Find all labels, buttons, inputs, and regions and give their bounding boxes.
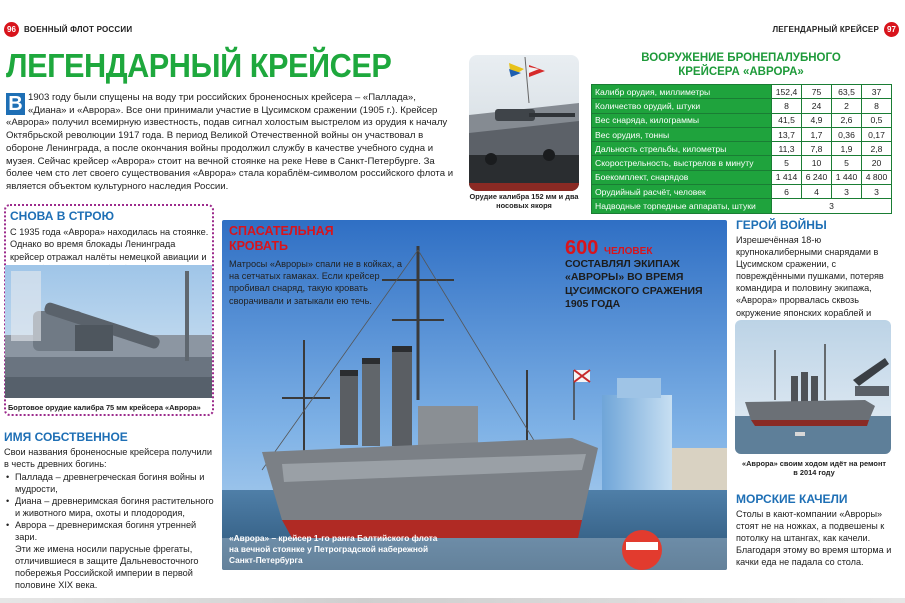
page-number-right: 97 <box>884 22 899 37</box>
footer-bar <box>0 598 905 603</box>
row-value: 37 <box>862 85 892 99</box>
hero-text: Изрешечённая 18-ю крупнокалиберными снарядами в Цусимском сражении, с повреждёнными пушками, потеряв командира и половину экипажа, «Аврора» прорвалась сквозь окружение японских кораблей и <box>736 235 884 318</box>
header-left <box>4 22 132 37</box>
page-number-left: 96 <box>4 22 19 37</box>
row-label: Вес орудия, тонны <box>592 127 772 141</box>
armament-title-line1: ВООРУЖЕНИЕ БРОНЕПАЛУБНОГО <box>641 52 841 64</box>
row-value: 2 <box>832 99 862 113</box>
row-label: Количество орудий, штуки <box>592 99 772 113</box>
armament-title-line2: КРЕЙСЕРА «АВРОРА» <box>678 66 804 78</box>
row-value: 8 <box>772 99 802 113</box>
table-row <box>592 127 892 141</box>
gun-152mm-photo <box>469 55 579 191</box>
row-value: 13,7 <box>772 127 802 141</box>
drop-cap: В <box>6 93 25 115</box>
row-value: 3 <box>772 199 892 213</box>
table-row <box>592 99 892 113</box>
table-row <box>592 142 892 156</box>
row-value: 0,36 <box>832 127 862 141</box>
row-value: 10 <box>802 156 832 170</box>
row-value: 4,9 <box>802 113 832 127</box>
table-row <box>592 170 892 184</box>
row-value: 3 <box>832 185 862 199</box>
crew-number-unit: ЧЕЛОВЕК <box>603 246 653 257</box>
gun-152mm-caption: Орудие калибра 152 мм и два носовых якоря <box>469 192 579 210</box>
snova-title: СНОВА В СТРОЮ <box>10 209 114 223</box>
row-value: 5 <box>832 156 862 170</box>
page-title: ЛЕГЕНДАРНЫЙ КРЕЙСЕР <box>6 47 392 84</box>
row-label: Вес снаряда, килограммы <box>592 113 772 127</box>
name-section-body <box>4 446 219 591</box>
list-item: • Диана – древнеримская богиня растительного и животного мира, охоты и плодородия, <box>4 495 219 519</box>
intro-text: 1903 году были спущены на воду три российских броненосных крейсера – «Паллада», «Диана» и «Аврора». Все они принимали участие в Цусимском сражении (1905 г.). Крейсер «Аврора» получил всемирную известность, подав сигнал холостым выстрелом из орудия к началу Октябрьской революции 1917 года. В период Великой Отечественной войны он участвовал в обороне Ленинграда, а после окончания войны продолжил службу в качестве учебного судна и музея. Сейчас крейсер «Аврора» стоит на вечной стоянке на реке Неве в Санкт-Петербурге. За более чем сто лет своего существования «Аврора» стала кораблём-символом российского флота и является объектом культурного наследия России. <box>6 92 454 192</box>
armament-table <box>591 84 892 214</box>
row-value: 1,9 <box>832 142 862 156</box>
crew-number <box>565 237 652 260</box>
gun-75mm-caption: Бортовое орудие калибра 75 мм крейсера «Аврора» <box>8 403 201 412</box>
row-value: 4 800 <box>862 170 892 184</box>
row-label: Надводные торпедные аппараты, штуки <box>592 199 772 213</box>
name-section-title: ИМЯ СОБСТВЕННОЕ <box>4 430 128 444</box>
hero-title: ГЕРОЙ ВОЙНЫ <box>736 218 827 232</box>
header-right <box>772 22 899 37</box>
ship-2014-caption: «Аврора» своим ходом идёт на ремонт в 2014 году <box>741 459 887 477</box>
name-section-tail: Эти же имена носили парусные фрегаты, отличившиеся в защите Дальневосточного побережья Российской империи в первой половине XIX века. <box>15 544 199 590</box>
row-value: 4 <box>802 185 832 199</box>
row-value: 2,8 <box>862 142 892 156</box>
goddess-list <box>4 471 219 543</box>
name-section-intro: Свои названия броненосные крейсера получили в честь древних богинь: <box>4 447 212 469</box>
spas-title-line2: КРОВАТЬ <box>229 239 288 253</box>
snova-text: С 1935 года «Аврора» находилась на стоянке. Однако во время блокады Ленинграда крейсер отражал налёты немецкой авиации и <box>10 227 209 262</box>
row-label: Боекомплект, снарядов <box>592 170 772 184</box>
intro-paragraph <box>6 92 454 194</box>
row-label: Дальность стрельбы, километры <box>592 142 772 156</box>
row-value: 3 <box>862 185 892 199</box>
row-value: 5 <box>772 156 802 170</box>
table-row <box>592 85 892 99</box>
row-label: Скорострельность, выстрелов в минуту <box>592 156 772 170</box>
crew-text: СОСТАВЛЯЛ ЭКИПАЖ «АВРОРЫ» ВО ВРЕМЯ ЦУСИМСКОГО СРАЖЕНИЯ 1905 ГОДА <box>565 258 703 311</box>
list-item: • Аврора – древнеримская богиня утренней зари. <box>4 519 219 543</box>
section-label-left: ВОЕННЫЙ ФЛОТ РОССИИ <box>24 25 133 34</box>
row-label: Калибр орудия, миллиметры <box>592 85 772 99</box>
spas-title-line1: СПАСАТЕЛЬНАЯ <box>229 224 334 238</box>
table-row <box>592 185 892 199</box>
row-value: 0,17 <box>862 127 892 141</box>
main-photo-caption: «Аврора» – крейсер 1-го ранга Балтийского флота на вечной стоянке у Петроградской набережной Санкт-Петербурга <box>229 533 438 565</box>
row-value: 1,7 <box>802 127 832 141</box>
row-value: 8 <box>862 99 892 113</box>
gun-75mm-photo <box>5 265 212 398</box>
ship-2014-photo <box>735 320 891 454</box>
kacheli-title: МОРСКИЕ КАЧЕЛИ <box>736 492 848 506</box>
row-value: 6 240 <box>802 170 832 184</box>
row-label: Орудийный расчёт, человек <box>592 185 772 199</box>
table-row <box>592 156 892 170</box>
row-value: 1 440 <box>832 170 862 184</box>
crew-number-value: 600 <box>565 237 599 259</box>
row-value: 1 414 <box>772 170 802 184</box>
kacheli-text: Столы в кают-компании «Авроры» стоят не на ножках, а подвешены к потолку на штангах, как качели. Благодаря этому во время шторма и качки еда не падала со стола. <box>736 509 892 568</box>
list-item: • Паллада – древнегреческая богиня войны и мудрости, <box>4 471 219 495</box>
row-value: 24 <box>802 99 832 113</box>
row-value: 20 <box>862 156 892 170</box>
row-value: 152,4 <box>772 85 802 99</box>
table-row <box>592 199 892 213</box>
row-value: 7,8 <box>802 142 832 156</box>
row-value: 11,3 <box>772 142 802 156</box>
row-value: 63,5 <box>832 85 862 99</box>
row-value: 2,6 <box>832 113 862 127</box>
spas-title <box>229 224 334 254</box>
row-value: 41,5 <box>772 113 802 127</box>
section-label-right: ЛЕГЕНДАРНЫЙ КРЕЙСЕР <box>772 25 879 34</box>
armament-title <box>590 51 892 79</box>
row-value: 6 <box>772 185 802 199</box>
spas-text: Матросы «Авроры» спали не в койках, а на сетчатых гамаках. Если крейсер пробивал снаряд, такую кровать сворачивали и затыкали ею течь. <box>229 259 402 306</box>
row-value: 75 <box>802 85 832 99</box>
table-row <box>592 113 892 127</box>
row-value: 0,5 <box>862 113 892 127</box>
